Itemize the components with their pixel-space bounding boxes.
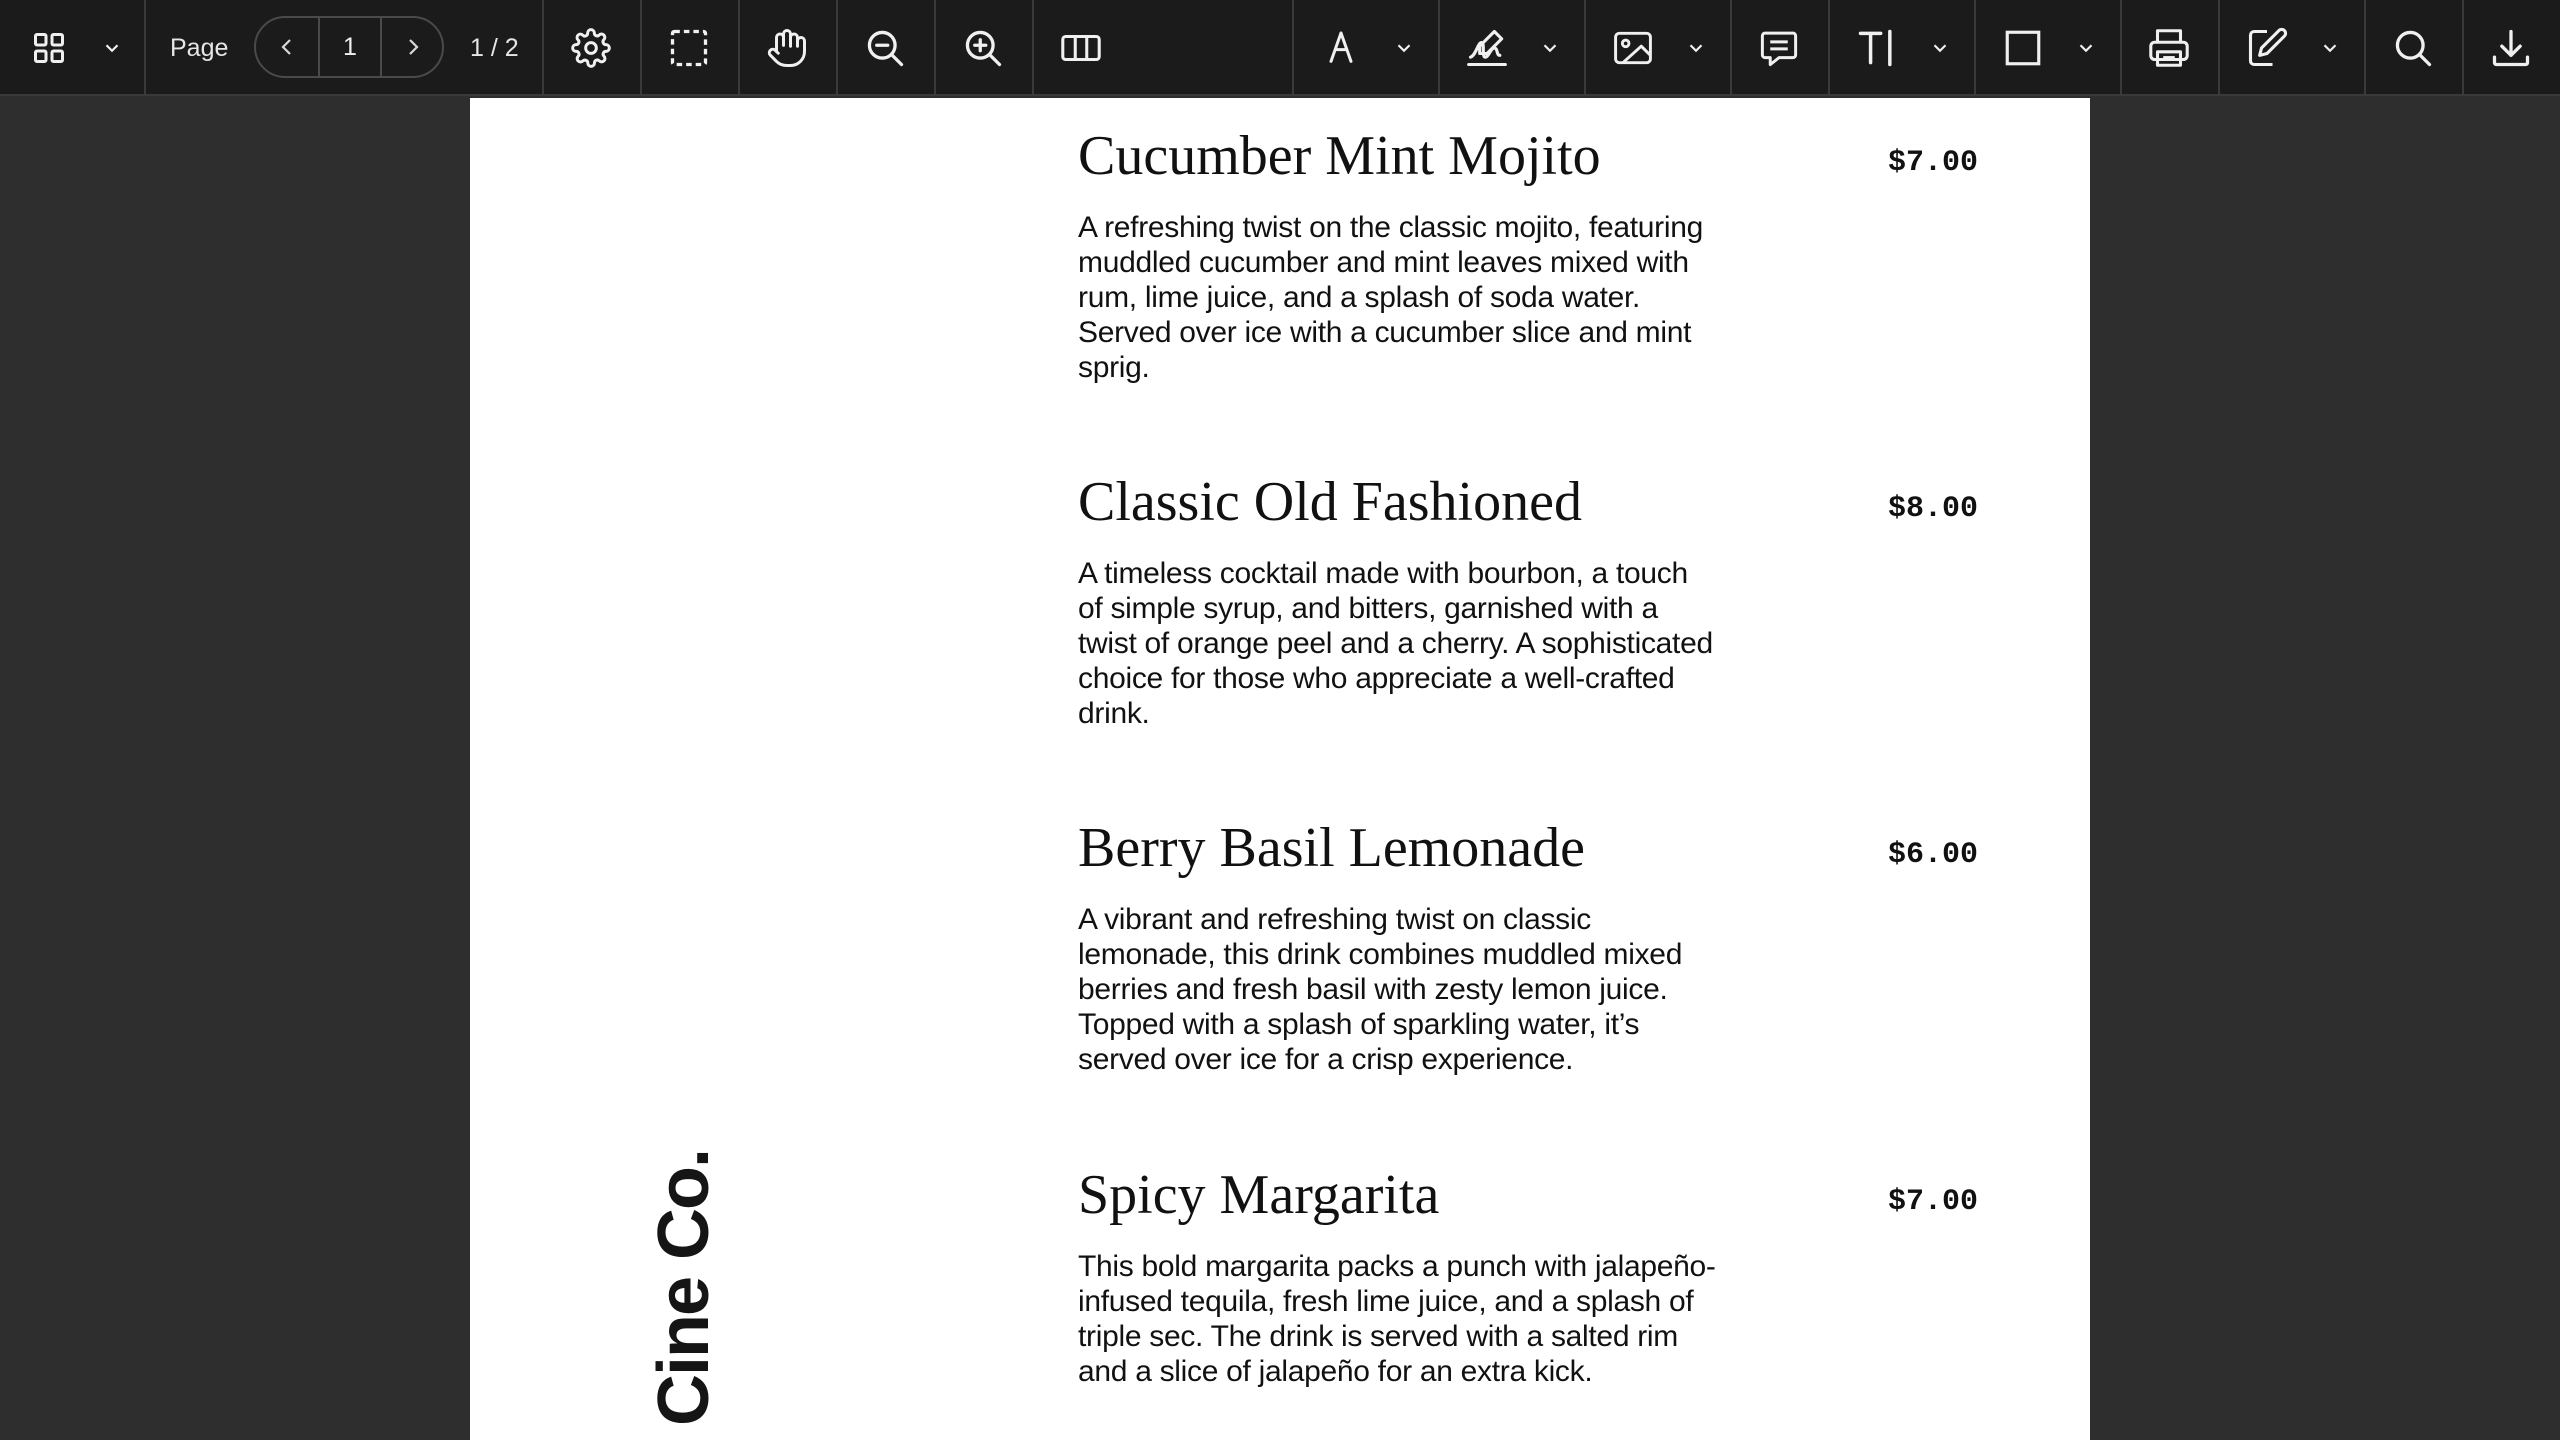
signature-icon bbox=[1465, 26, 1509, 70]
toolbar-divider bbox=[1292, 0, 1294, 96]
toolbar-divider bbox=[2364, 0, 2366, 96]
toolbar-divider bbox=[640, 0, 642, 96]
toolbar-divider bbox=[1032, 0, 1034, 96]
marquee-select-icon bbox=[667, 26, 711, 70]
toolbar-divider bbox=[2120, 0, 2122, 96]
settings-button[interactable] bbox=[558, 0, 624, 96]
pan-tool-button[interactable] bbox=[754, 0, 820, 96]
ink-pen-icon bbox=[1321, 28, 1361, 68]
menu-item-description: This bold margarita packs a punch with jalapeño-infused tequila, fresh lime juice, and a splash of triple sec. The drink is served with a salted rim and a slice of jalapeño for an extra kick. bbox=[1078, 1250, 1716, 1388]
toolbar-divider bbox=[2462, 0, 2464, 96]
marquee-select-button[interactable] bbox=[656, 0, 722, 96]
signature-dropdown-button[interactable] bbox=[1530, 0, 1570, 96]
menu-item-name: Berry Basil Lemonade bbox=[1078, 817, 1585, 879]
zoom-out-icon bbox=[863, 26, 907, 70]
previous-page-button[interactable] bbox=[256, 18, 318, 76]
download-icon bbox=[2489, 26, 2533, 70]
toolbar-divider bbox=[836, 0, 838, 96]
pan-hand-icon bbox=[766, 27, 808, 69]
menu-item-name: Classic Old Fashioned bbox=[1078, 471, 1582, 533]
text-tool-dropdown-button[interactable] bbox=[1920, 0, 1960, 96]
print-button[interactable] bbox=[2136, 0, 2202, 96]
chevron-down-icon bbox=[1393, 37, 1415, 59]
chevron-down-icon bbox=[1539, 37, 1561, 59]
zoom-out-button[interactable] bbox=[852, 0, 918, 96]
menu-item-name: Spicy Margarita bbox=[1078, 1164, 1440, 1226]
menu-item-description: A timeless cocktail made with bourbon, a touch of simple syrup, and bitters, garnished with a twist of orange peel and a cherry. A sophisticated choice for those who appreciate a well-crafted drink. bbox=[1078, 557, 1713, 730]
shape-button[interactable] bbox=[1990, 0, 2056, 96]
text-tool-button[interactable] bbox=[1844, 0, 1910, 96]
edit-annotate-button[interactable] bbox=[2234, 0, 2300, 96]
toolbar-divider bbox=[1828, 0, 1830, 96]
thumbnails-icon bbox=[31, 30, 67, 66]
menu-item-price: $7.00 bbox=[1887, 146, 1978, 180]
two-page-view-icon bbox=[1058, 25, 1104, 71]
chevron-down-icon bbox=[101, 37, 123, 59]
search-icon bbox=[2391, 26, 2435, 70]
toolbar-divider bbox=[144, 0, 146, 96]
toolbar-divider bbox=[2218, 0, 2220, 96]
zoom-in-button[interactable] bbox=[950, 0, 1016, 96]
menu-item-description: A refreshing twist on the classic mojito, featuring muddled cucumber and mint leaves mixed with rum, lime juice, and a splash of soda water. Served over ice with a cucumber slice and mint sprig. bbox=[1078, 211, 1703, 384]
edit-annotate-dropdown-button[interactable] bbox=[2310, 0, 2350, 96]
menu-item-price: $7.00 bbox=[1887, 1185, 1978, 1219]
chevron-left-icon bbox=[275, 35, 299, 59]
chevron-down-icon bbox=[1929, 37, 1951, 59]
shape-dropdown-button[interactable] bbox=[2066, 0, 2106, 96]
page-navigator bbox=[254, 16, 444, 78]
thumbnails-dropdown-button[interactable] bbox=[92, 0, 132, 96]
print-icon bbox=[2146, 25, 2192, 71]
image-dropdown-button[interactable] bbox=[1676, 0, 1716, 96]
chevron-down-icon bbox=[2075, 37, 2097, 59]
page-number-input[interactable] bbox=[320, 18, 380, 76]
image-icon bbox=[1611, 26, 1655, 70]
zoom-in-icon bbox=[961, 26, 1005, 70]
image-button[interactable] bbox=[1600, 0, 1666, 96]
menu-item-price: $6.00 bbox=[1887, 838, 1978, 872]
download-button[interactable] bbox=[2478, 0, 2544, 96]
ink-pen-dropdown-button[interactable] bbox=[1384, 0, 1424, 96]
comment-button[interactable] bbox=[1746, 0, 1812, 96]
chevron-right-icon bbox=[401, 35, 425, 59]
gear-icon bbox=[571, 28, 611, 68]
comment-icon bbox=[1758, 27, 1800, 69]
toolbar-divider bbox=[542, 0, 544, 96]
toolbar bbox=[0, 0, 2560, 96]
toolbar-divider bbox=[1438, 0, 1440, 96]
thumbnails-button[interactable] bbox=[14, 0, 84, 96]
menu-item-description: A vibrant and refreshing twist on classic lemonade, this drink combines muddled mixed berries and fresh basil with zesty lemon juice. Topped with a splash of sparkling water, it’s served over ice for a crisp experience. bbox=[1078, 903, 1683, 1076]
page-count: 1 / 2 bbox=[470, 34, 519, 62]
page-label: Page bbox=[170, 34, 229, 62]
chevron-down-icon bbox=[1685, 37, 1707, 59]
chevron-down-icon bbox=[2319, 37, 2341, 59]
toolbar-divider bbox=[738, 0, 740, 96]
text-tool-icon bbox=[1855, 26, 1899, 70]
shape-rectangle-icon bbox=[2002, 27, 2044, 69]
next-page-button[interactable] bbox=[382, 18, 444, 76]
edit-annotate-icon bbox=[2245, 26, 2289, 70]
toolbar-divider bbox=[1974, 0, 1976, 96]
ink-pen-button[interactable] bbox=[1308, 0, 1374, 96]
two-page-view-button[interactable] bbox=[1048, 0, 1114, 96]
toolbar-divider bbox=[934, 0, 936, 96]
signature-button[interactable] bbox=[1454, 0, 1520, 96]
menu-item-price: $8.00 bbox=[1887, 492, 1978, 526]
document-page bbox=[470, 98, 2090, 1440]
menu-item-name: Cucumber Mint Mojito bbox=[1078, 125, 1601, 187]
toolbar-divider bbox=[1730, 0, 1732, 96]
search-button[interactable] bbox=[2380, 0, 2446, 96]
brand-logo-text: Cine Co. bbox=[644, 1149, 724, 1426]
toolbar-divider bbox=[1584, 0, 1586, 96]
